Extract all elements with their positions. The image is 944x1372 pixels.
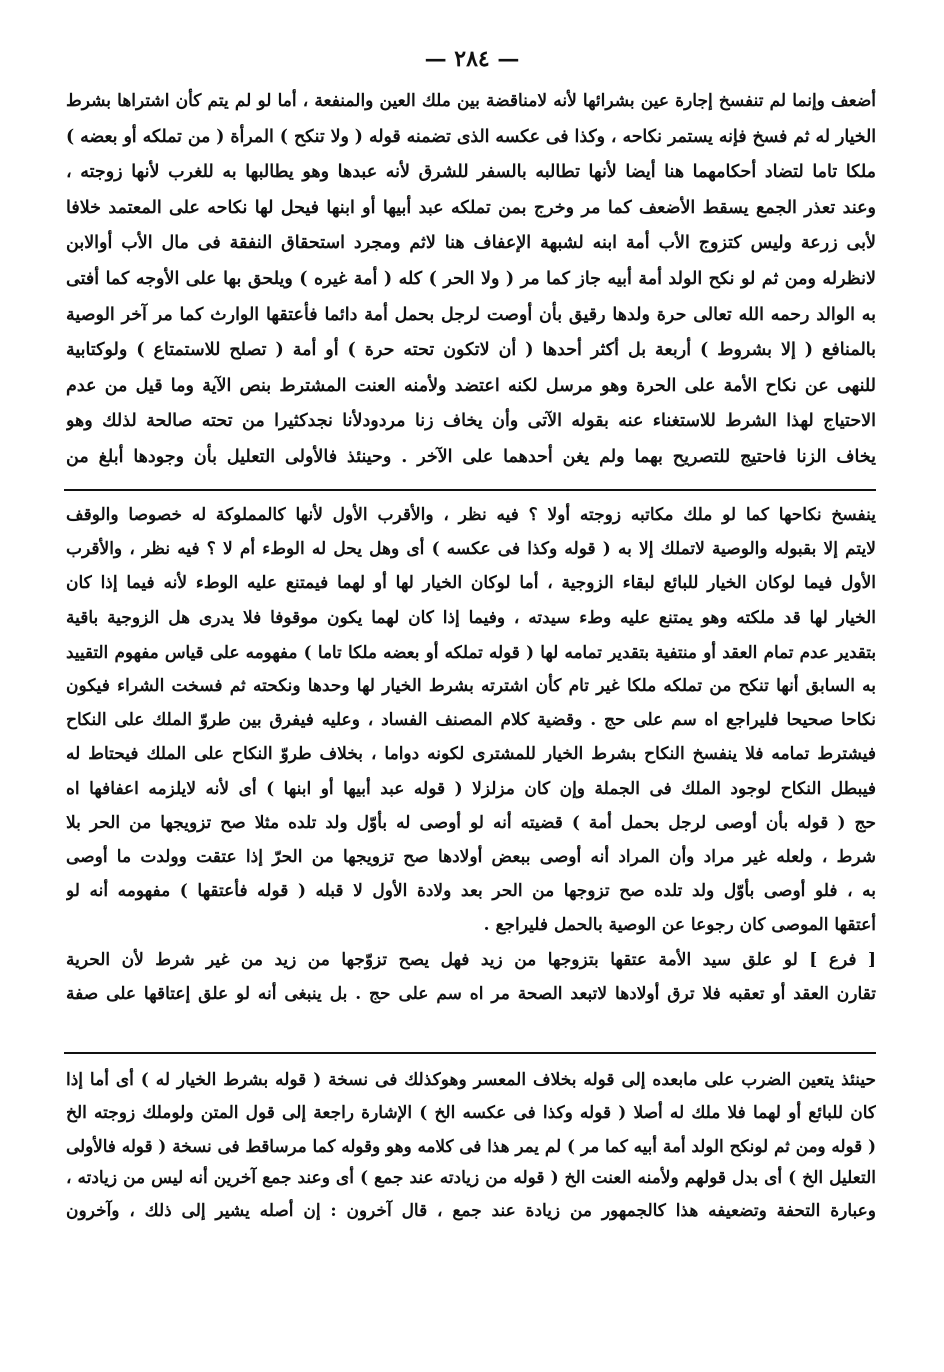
section-divider: [64, 489, 876, 491]
main-text-line: للنهى عن نكاح الأمة على الحرة وهو مرسل لكنه اعتضد ولأمنه العنت المشترط بنص الآية وما قيل من عدم: [66, 375, 876, 396]
commentary-one-line: شرط ، ولعله غير مراد وأن المراد أنه أوصى ببعض أولادها صح تزويجها من الحرّ إذا عتقت وولدت ما أوصى: [66, 847, 876, 868]
main-text: [66, 84, 876, 476]
main-text-line: يخاف الزنا فاحتيج للتصريح بهما ولم يغن أحدهما على الآخر . وحينئذ فالأولى التعليل بأن وجودها أبلغ من: [66, 446, 876, 467]
commentary-one-line: ينفسخ نكاحها كما لو ملك مكاتبه زوجته أولا ؟ فيه نظر ، والأقرب الأول لأنها كالمملوكة له خصوصا والوقف: [66, 505, 876, 525]
commentary-one-line: تقارن العقد أو تعقبه فلا ترق أولادها لاتبعد الصحة مر اه سم على حج . بل ينبغى أنه لو علق إعتاقها على صفة: [66, 983, 876, 1004]
commentary-one-line: نكاحا صحيحا فليراجع اه سم على حج . وقضية كلام المصنف الفساد ، وعليه فيفرق بين طروّ الملك على النكاح: [66, 710, 876, 731]
main-text-line: ملكا تاما لتضاد أحكامهما هنا أيضا لأنها تطالبه بالسفر للشرق لأنه عبدها وهو يطالبها به للغرب لأنها زوجته ،: [66, 162, 876, 183]
main-text-line: لأبى زرعة وليس كتزوج الأب أمة ابنه لشبهة الإعفاف هنا لاثم ومجرد استحقاق النفقة فى مال الأب أوالابن: [66, 233, 876, 254]
main-text-line: وعند تعذر الجمع يسقط الأضعف كما مر وخرج بمن تملكه عبد أبيها أو ابنها فيحل لها نكاحه على المعتمد خلافا: [66, 197, 876, 218]
commentary-one-line: به ، فلو أوصى بأوّل ولد تلده صح تزوجها من الحر بعد ولادة الأول لا قبله ( قوله فأعتقها ) مفهومه أنه لو: [66, 881, 876, 902]
commentary-two-line: ( قوله ومن ثم لونكح الولد أمة أبيه كما مر ) لم يمر هذا فى كلامه وهو وقوله كما مرساقط فى نسخة ( قوله فالأولى: [66, 1135, 876, 1156]
commentary-one-line: بتقدير عدم تمام العقد أو منتفية بتقدير تمامه لها ( قوله تملكه أو بعضه ملكا تاما ) مفهومه على قياس مفهوم التقييد: [66, 641, 876, 662]
commentary-one-line: الأول فيما لوكان الخيار للبائع لبقاء الزوجية ، أما لوكان الخيار لها أو لهما فيمتنع عليه الوطء لأنه فيما إذا كان: [66, 573, 876, 594]
commentary-two-line: التعليل الخ ) أى بدل قولهم ولأمنه العنت الخ ( قوله من زيادته عند جمع ) أى وعند جمع آخرين أنه ليس من زيادته ،: [66, 1168, 876, 1189]
main-text-line: به الوالد رحمه الله تعالى حرة ولدها رقيق بأن أوصت لرجل بحمل أمة دائما فأعتقها الوارث كما مر آخر الوصية: [66, 304, 876, 325]
commentary-one-line: فيبطل النكاح لوجود الملك فى الجملة وإن كان مزلزلا ( قوله عبد أبيها أو ابنها ) أى لأنه لايلزمه اعفافها اه: [66, 778, 876, 799]
commentary-one-line: به السابق أنها تنكح من تملكه ملكا غير تام كأن اشترته بشرط الخيار لها وحدها ونكحته ثم فسخت الشراء فيكون: [66, 676, 876, 697]
commentary-one-line: الخيار لها قد ملكته وهو يمتنع عليه وطء سيدته ، وفيما إذا كان لهما يكون موقوفا فلا يدرى هل الزوجية باقية: [66, 607, 876, 628]
commentary-one: [66, 498, 876, 1011]
main-text-line: الخيار له ثم فسخ فإنه يستمر نكاحه ، وكذا فى عكسه الذى تضمنه قوله ( ولا تنكح ) المرأة ( من تملكه أو بعضه ): [66, 126, 876, 147]
commentary-two-line: وعبارة التحفة وتضعيفه هذا كالجمهور من زيادة عند جمع ، قال آخرون : إن أصله يشير إلى ذلك ، وآخرون: [66, 1201, 876, 1222]
commentary-one-line: أعتقها الموصى كان رجوعا عن الوصية بالحمل فليراجع .: [483, 915, 876, 936]
main-text-line: أضعف وإنما لم تنفسخ إجارة عين بشرائها لأنه لامناقضة بين ملك العين والمنفعة ، أما لو لم يتم كأن اشتراها بشرط: [66, 91, 876, 111]
main-text-line: الاحتياج لهذا الشرط للاستغناء عنه بقوله الآتى وأن يخاف زنا مردودلأنا نجدكثيرا من تحته صالحة لذلك وهو: [66, 411, 876, 432]
page-number: — ٢٨٤ —: [424, 46, 520, 72]
commentary-one-line: لايتم إلا بقبوله والوصية لاتملك إلا به ( قوله وكذا فى عكسه ) أى وهل يحل له الوطء أم لا ؟ فيه نظر ، والأقرب: [66, 539, 876, 560]
commentary-two-line: كان للبائع أو لهما فلا ملك له أصلا ( قوله وكذا فى عكسه الخ ) الإشارة راجعة إلى قول المتن ولوملك زوجته الخ: [66, 1102, 876, 1123]
commentary-one-line: حج ( قوله بأن أوصى لرجل بحمل أمة ) قضيته أنه لو أوصى له بأوّل ولد تلده مثلا صح تزويجها من الحر بلا: [66, 812, 876, 833]
main-text-line: بالمنافع ( إلا بشروط ) أربعة بل أكثر أحدها ( أن لاتكون تحته حرة ) أو أمة ( تصلح للاستمتاع ) ولوكتابية: [66, 340, 876, 361]
commentary-two-line: حينئذ يتعين الضرب على مابعده إلى قوله بخلاف المعسر وهوكذلك فى نسخة ( قوله بشرط الخيار له ) أى أما إذا: [66, 1070, 876, 1090]
commentary-one-line: [ فرع ] لو علق سيد الأمة عتقها بتزوجها من زيد فهل يصح تزوّجها من زيد من غير شرط لأن الحرية: [66, 949, 876, 970]
main-text-line: لانظرله ومن ثم لو نكح الولد أمة أبيه جاز كما مر ( ولا الحر ) كله ( أمة غيره ) ويلحق بها على الأوجه كما أفتى: [66, 268, 876, 289]
commentary-one-line: فيشترط تمامه فلا ينفسخ النكاح بشرط الخيار للمشترى لكونه دواما ، بخلاف طروّ النكاح على الملك فيحتاط له: [66, 744, 876, 765]
commentary-two: [66, 1064, 876, 1228]
section-divider: [64, 1052, 876, 1054]
